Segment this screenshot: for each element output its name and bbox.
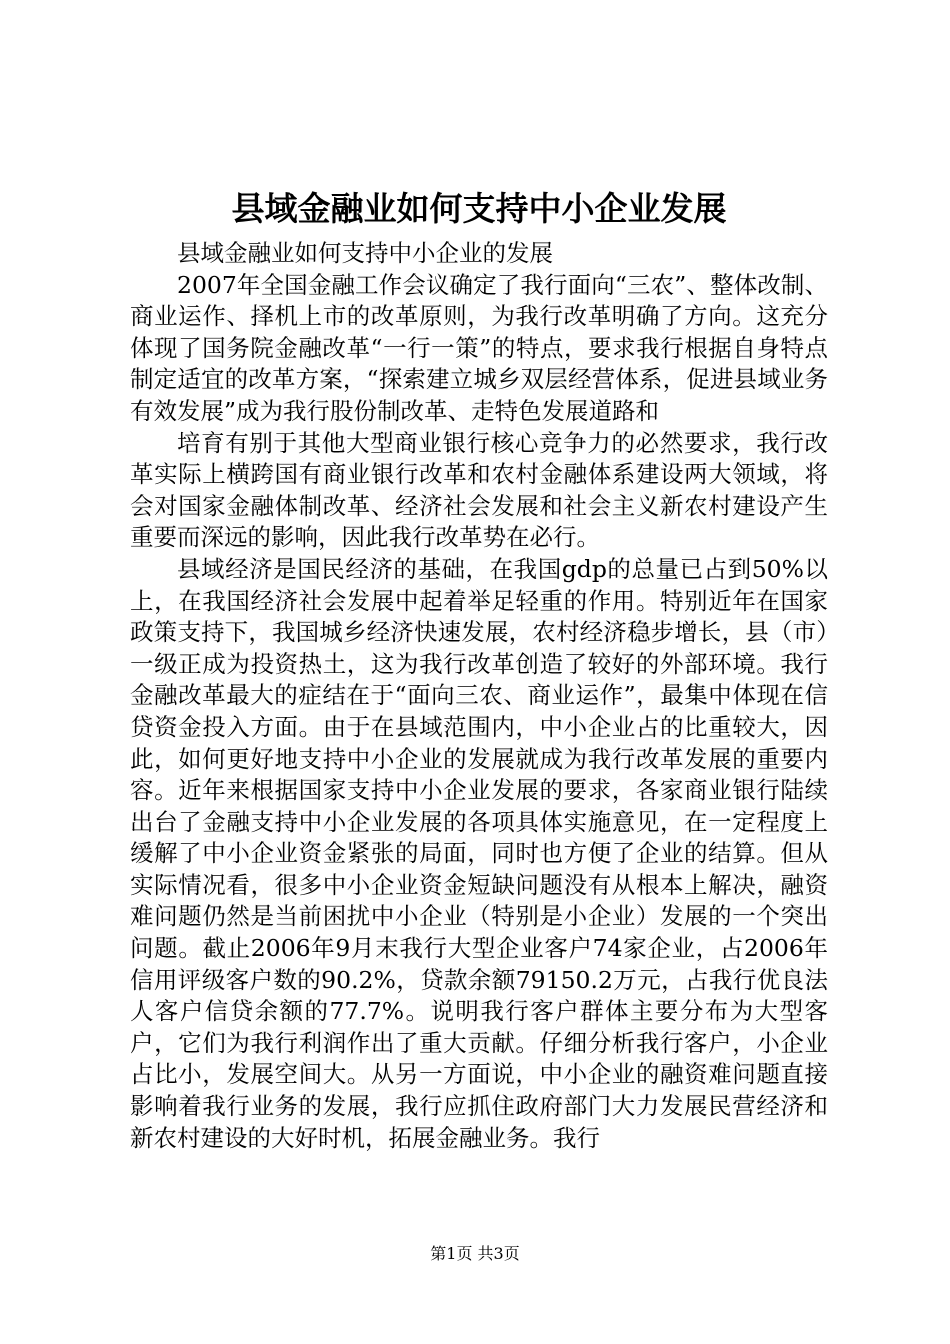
paragraph-competitiveness: 培育有别于其他大型商业银行核心竞争力的必然要求，我行改革实际上横跨国有商业银行改革和农村金融体系建设两大领域，将会对国家金融体制改革、经济社会发展和社会主义新农村建设产生重要而深远的影响，因此我行改革势在必行。 [130,428,828,552]
page-indicator: 第1页 共3页 [430,1244,520,1263]
paragraph-reform-principles: 2007年全国金融工作会议确定了我行面向“三农”、整体改制、商业运作、择机上市的改革原则，为我行改革明确了方向。这充分体现了国务院金融改革“一行一策”的特点，要求我行根据自身特点制定适宜的改革方案，“探索建立城乡双层经营体系，促进县域业务有效发展”成为我行股份制改革、走特色发展道路和 [130,270,828,425]
paragraph-subtitle: 县域金融业如何支持中小企业的发展 [177,239,553,267]
document-title: 县域金融业如何支持中小企业发展 [231,189,727,228]
paragraph-county-economy: 县域经济是国民经济的基础，在我国gdp的总量已占到50%以上，在我国经济社会发展中起着举足轻重的作用。特别近年在国家政策支持下，我国城乡经济快速发展，农村经济稳步增长，县（市）一级正成为投资热土，这为我行改革创造了较好的外部环境。我行金融改革最大的症结在于“面向三农、商业运作”，最集中体现在信贷资金投入方面。由于在县域范围内，中小企业占的比重较大，因此，如何更好地支持中小企业的发展就成为我行改革发展的重要内容。近年来根据国家支持中小企业发展的要求，各家商业银行陆续出台了金融支持中小企业发展的各项具体实施意见，在一定程度上缓解了中小企业资金紧张的局面，同时也方便了企业的结算。但从实际情况看，很多中小企业资金短缺问题没有从根本上解决，融资难问题仍然是当前困扰中小企业（特别是小企业）发展的一个突出问题。截止2006年9月末我行大型企业客户74家企业，占2006年信用评级客户数的90.2%，贷款余额79150.2万元，占我行优良法人客户信贷余额的77.7%。说明我行客户群体主要分布为大型客户，它们为我行利润作出了重大贡献。仔细分析我行客户，小企业占比小，发展空间大。从另一方面说，中小企业的融资难问题直接影响着我行业务的发展，我行应抓住政府部门大力发展民营经济和新农村建设的大好时机，拓展金融业务。我行 [130,554,828,1152]
document-page [130,186,828,1154]
